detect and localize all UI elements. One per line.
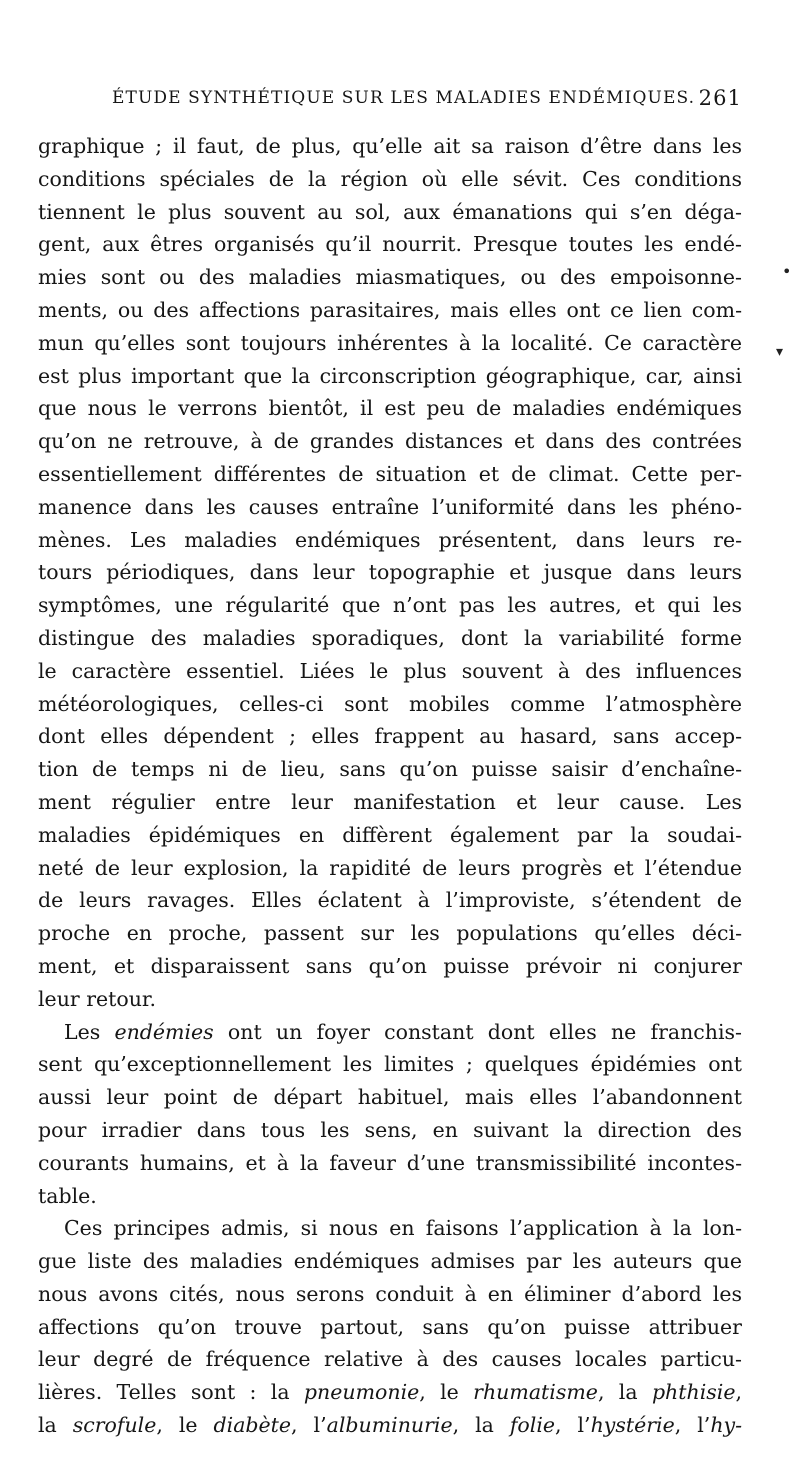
text-line: maladies épidémiques en diffèrent également par la soudai-: [38, 822, 742, 847]
text-line: essentiellement différentes de situation et de climat. Cette per-: [38, 461, 742, 486]
text-line: qu’on ne retrouve, à de grandes distances et dans des contrées: [38, 429, 742, 454]
text-line: leur retour.: [38, 986, 156, 1011]
text-line: table.: [38, 1183, 97, 1208]
text-line: neté de leur explosion, la rapidité de leurs progrès et l’étendue: [38, 855, 742, 880]
text-line: gue liste des maladies endémiques admises par les auteurs que: [38, 1249, 742, 1274]
text-line: tours périodiques, dans leur topographie et jusque dans leurs: [38, 560, 742, 585]
text-line: est plus important que la circonscription géographique, car, ainsi: [38, 363, 742, 388]
running-title: ÉTUDE SYNTHÉTIQUE SUR LES MALADIES ENDÉMIQUES.: [112, 88, 696, 108]
text-line: graphique ; il faut, de plus, qu’elle ait sa raison d’être dans les: [38, 134, 742, 158]
text-line: le caractère essentiel. Liées le plus souvent à des influences: [38, 658, 742, 683]
page-number: 261: [698, 86, 742, 110]
body-text: [38, 130, 742, 1442]
text-line: mun qu’elles sont toujours inhérentes à la localité. Ce caractère: [38, 330, 742, 355]
text-line: affections qu’on trouve partout, sans qu’on puisse attribuer: [38, 1314, 742, 1339]
text-line: gent, aux êtres organisés qu’il nourrit. Presque toutes les endé-: [38, 232, 742, 257]
text-line: mies sont ou des maladies miasmatiques, ou des empoisonne-: [38, 265, 742, 290]
text-line: leur degré de fréquence relative à des causes locales particu-: [38, 1347, 742, 1372]
text-line: ments, ou des affections parasitaires, mais elles ont ce lien com-: [38, 297, 742, 322]
text-line: de leurs ravages. Elles éclatent à l’improviste, s’étendent de: [38, 888, 742, 913]
text-line: Ces principes admis, si nous en faisons l’application à la lon-: [64, 1216, 742, 1241]
text-line: courants humains, et à la faveur d’une transmissibilité incontes-: [38, 1150, 742, 1175]
margin-speck: •: [782, 262, 792, 281]
text-line: ment régulier entre leur manifestation et leur cause. Les: [38, 789, 742, 814]
text-line: la scrofule, le diabète, l’albuminurie, la folie, l’hystérie, l’hy-: [38, 1413, 743, 1438]
page-header: [112, 88, 742, 116]
text-line: ment, et disparaissent sans qu’on puisse prévoir ni conjurer: [38, 953, 742, 978]
text-line: distingue des maladies sporadiques, dont la variabilité forme: [38, 625, 742, 650]
text-line: lières. Telles sont : la pneumonie, le rhumatisme, la phthisie,: [38, 1380, 743, 1405]
text-line: mènes. Les maladies endémiques présentent, dans leurs re-: [38, 527, 742, 552]
text-line: pour irradier dans tous les sens, en suivant la direction des: [38, 1117, 742, 1142]
text-line: tion de temps ni de lieu, sans qu’on puisse saisir d’enchaîne-: [38, 757, 742, 782]
text-line: proche en proche, passent sur les populations qu’elles déci-: [38, 921, 742, 946]
text-line: nous avons cités, nous serons conduit à en éliminer d’abord les: [38, 1281, 742, 1306]
text-line: manence dans les causes entraîne l’uniformité dans les phéno-: [38, 494, 742, 519]
text-line: sent qu’exceptionnellement les limites ; quelques épidémies ont: [38, 1052, 742, 1077]
text-line: que nous le verrons bientôt, il est peu de maladies endémiques: [38, 396, 742, 421]
text-line: tiennent le plus souvent au sol, aux émanations qui s’en déga-: [38, 199, 742, 224]
text-line: dont elles dépendent ; elles frappent au hasard, sans accep-: [38, 724, 742, 749]
text-line: aussi leur point de départ habituel, mais elles l’abandonnent: [38, 1085, 742, 1110]
text-line: météorologiques, celles-ci sont mobiles comme l’atmosphère: [38, 691, 742, 716]
text-line: symptômes, une régularité que n’ont pas les autres, et qui les: [38, 593, 742, 618]
text-line: conditions spéciales de la région où elle sévit. Ces conditions: [38, 166, 742, 191]
margin-speck: ▾: [776, 344, 784, 360]
text-line: Les endémies ont un foyer constant dont elles ne franchis-: [64, 1019, 742, 1044]
